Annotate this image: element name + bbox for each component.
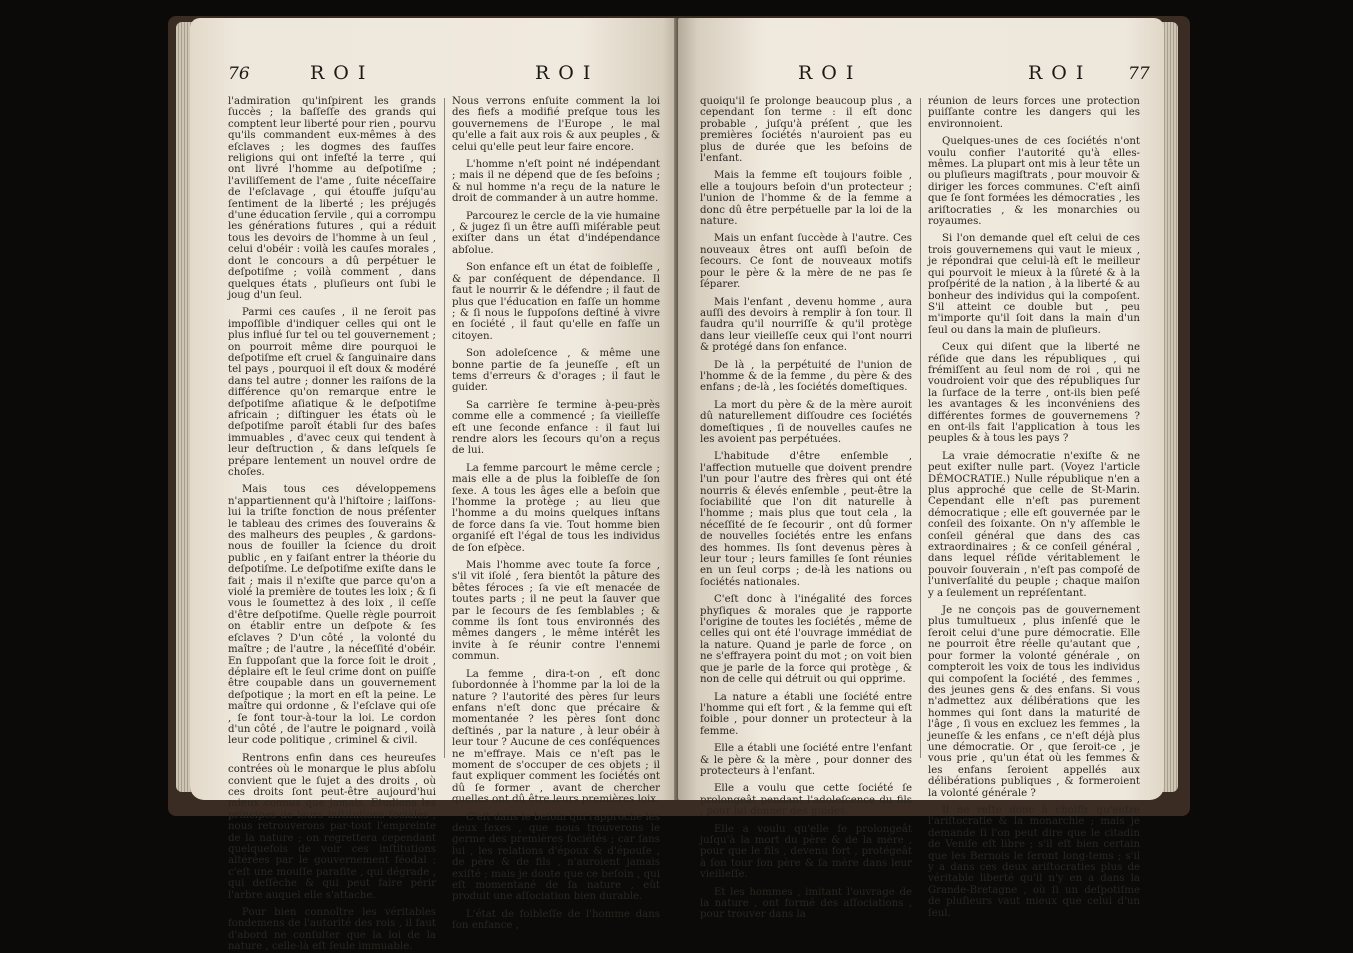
column-rule <box>444 98 445 758</box>
paragraph: L'homme n'eſt point né indépendant ; mais il ne dépend que de ſes beſoins ; & nul homme n'a reçu de la nature le droit de commander à un autre homme. <box>452 159 660 205</box>
paragraph: Quelques-unes de ces ſociétés n'ont voulu confier l'autorité qu'à elles-mêmes. La plupart ont mis à leur tête un ou pluſieurs magiſtrats , pour mouvoir & diriger les forces communes. C'eſt ainſi que ſe ſont formées les démocraties , les ariſtocraties , & les monarchies ou royaumes. <box>928 136 1140 228</box>
running-head: ROI <box>1028 62 1093 84</box>
right-page-edges <box>1162 22 1178 792</box>
paragraph: Son enfance eſt un état de foibleſſe , & par conſéquent de dépendance. Il faut le nourrir & le défendre ; il faut de plus que l'éducation en faſſe un homme ; & ſi nous le ſuppoſons deſtiné à vivre en ſociété , il faut qu'elle en faſſe un citoyen. <box>452 262 660 342</box>
left-page <box>190 18 678 953</box>
paragraph: Elle a établi une ſociété entre l'enfant & le père & la mère , pour donner des protecteurs à l'enfant. <box>700 743 912 777</box>
column-rule <box>920 98 921 758</box>
paragraph: Il ne reſte donc à choiſir qu'entre l'ariſtocratie & la monarchie ; mais je demande ſi l'on peut dire que le citadin de Veniſe eſt libre ; s'il eſt bien certain que les Bernois le ſeront long-tems ; s'il y a dans ces deux ariſtocraties plus de véritable liberté qu'il n'y en a dans la Grande-Bretagne , où ſi un deſpotiſme de pluſieurs vaut mieux que celui d'un ſeul. <box>928 804 1140 919</box>
left-page-column-1 <box>228 96 436 953</box>
right-page <box>678 18 1164 921</box>
paragraph: Mais l'homme avec toute ſa force , s'il vit iſolé , ſera bientôt la pâture des bêtes féroces ; ſa vie eſt menacée de toutes parts ; il ne peut la ſauver que par le ſecours de ſes ſemblables ; & comme ils ſont tous environnés des mêmes dangers , le même intérêt les invite à ſe réunir contre l'ennemi commun. <box>452 560 660 663</box>
paragraph: La femme parcourt le même cercle ; mais elle a de plus la foibleſſe de ſon ſexe. A tous les âges elle a beſoin que l'homme la protège ; au lieu que l'homme a du moins quelques inſtans de force dans ſa vie. Tout homme bien organiſé eſt l'égal de tous les individus de ſon eſpèce. <box>452 462 660 554</box>
paragraph: C'eſt donc à l'inégalité des forces phyſiques & morales que je rapporte l'origine de toutes les ſociétés , même de celles qui ont été l'ouvrage immédiat de la nature. Quand je parle de force , on ne s'effrayera point du mot ; on voit bien que je parle de la force qui protège , & non de celle qui détruit ou qui opprime. <box>700 594 912 686</box>
page-number: 76 <box>228 64 250 84</box>
right-page-column-1 <box>700 96 912 921</box>
paragraph: Mais tous ces développemens n'appartiennent qu'à l'hiſtoire ; laiſſons-lui la triſte fonction de nous préſenter le tableau des crimes des ſouverains & des malheurs des peuples , & gardons-nous de fouiller la ſcience du droit public , en y faiſant entrer la théorie du deſpotiſme. Le deſpotiſme exiſte dans le fait ; mais il n'exiſte que parce qu'on a violé la première de toutes les loix ; & ſi vous le ſoumettez à des loix , il ceſſe d'être deſpotiſme. Quelle règle pourroit on établir entre un deſpote & ſes eſclaves ? D'un côté , la volonté du maître ; de l'autre , la néceſſité d'obéir. En ſuppoſant que la force ſoit le droit , déplaire eſt le ſeul crime dont on puiſſe être coupable dans un gouvernement deſpotique ; la mort en eſt la peine. Le maître qui ordonne , & l'eſclave qui oſe , ſe font tour-à-tour la loi. Le cordon d'un côté , de l'autre le poignard , voilà leur code politique , criminel & civil. <box>228 484 436 747</box>
paragraph: Je ne conçois pas de gouvernement plus tumultueux , plus inſenſé que le ſeroit celui d'une pure démocratie. Elle ne pourroit être réelle qu'autant que , pour former la volonté générale , on compteroit les voix de tous les individus qui compoſent la ſociété , des femmes , des jeunes gens & des enfans. Si vous n'admettez aux délibérations que les hommes qui ſont dans la maturité de l'âge , ſi vous en excluez les femmes , la jeuneſſe & les enfans , ce n'eſt déjà plus une démocratie. Or , que ſeroit-ce , je vous prie , qu'un état où les femmes & les enfans ſeroient appellés aux délibérations publiques , & formeroient la volonté générale ? <box>928 605 1140 799</box>
paragraph: Pour bien connoître les véritables fondemens de l'autorité des rois , il faut d'abord ne conſulter que la loi de la nature , celle-là eſt ſeule immuable. <box>228 907 436 953</box>
paragraph: La vraie démocratie n'exiſte & ne peut exiſter nulle part. (Voyez l'article DÉMOCRATIE.) Nulle république n'en a plus approché que celle de St-Marin. Cependant elle n'eſt pas purement démocratique ; elle eſt gouvernée par le conſeil des ſoixante. On n'y aſſemble le conſeil général que dans des cas extraordinaires ; & ce conſeil général , dans lequel réſide véritablement le pouvoir ſouverain , n'eſt pas compoſé de l'univerſalité du peuple ; chaque maiſon y a ſeulement un repréſentant. <box>928 450 1140 599</box>
paragraph: La mort du père & de la mère auroit dû naturellement diſſoudre ces ſociétés domeſtiques , ſi de nouvelles cauſes ne les avoient pas perpétuées. <box>700 399 912 445</box>
paragraph: Mais la femme eſt toujours foible , elle a toujours beſoin d'un protecteur ; l'union de l'homme & de la femme a donc dû être perpétuelle par la loi de la nature. <box>700 170 912 228</box>
running-head: ROI <box>535 62 600 84</box>
paragraph: réunion de leurs forces une protection puiſſante contre les dangers qui les environnoient. <box>928 96 1140 130</box>
paragraph: L'habitude d'être enſemble , l'affection mutuelle que doivent prendre l'un pour l'autre des frères qui ont été nourris & élevés enſemble , peut-être la ſociabilité que l'on dit naturelle à l'homme ; mais plus que tout cela , la néceſſité de ſe ſecourir , ont dû former de nouvelles ſociétés entre les enfans des hommes. Ils ſont devenus pères à leur tour ; leurs familles ſe ſont réunies en un ſeul corps ; de-là les nations ou ſociétés nationales. <box>700 451 912 588</box>
paragraph: C'eſt dans le beſoin qui rapproche les deux ſexes , que nous trouverons le germe des premières ſociétés ; car ſans lui , les relations d'époux & d'épouſe , de père & de fils , n'auroient jamais exiſté ; mais je doute que ce beſoin , qui eſt momentané de ſa nature , eût produit une aſſociation bien durable. <box>452 811 661 903</box>
paragraph: Si l'on demande quel eſt celui de ces trois gouvernemens qui vaut le mieux , je répondrai que celui-là eſt le meilleur qui pourvoit le mieux à la ſûreté & à la proſpérité de la nation , à la liberté & au bonheur des individus qui la compoſent. S'il atteint ce double but , peu m'importe qu'il ſoit dans la main d'un ſeul ou dans la main de pluſieurs. <box>928 233 1140 336</box>
paragraph: De là , la perpétuité de l'union de l'homme & de la femme , du père & des enfans ; de-là , les ſociétés domeſtiques. <box>700 359 912 394</box>
paragraph: Son adoleſcence , & même une bonne partie de ſa jeuneſſe , eſt un tems d'erreurs & d'orages ; il faut le guider. <box>452 348 660 394</box>
paragraph: Parcourez le cercle de la vie humaine , & jugez ſi un être auſſi miſérable peut exiſter dans un état d'indépendance abſolue. <box>452 210 660 256</box>
paragraph: L'état de foibleſſe de l'homme dans ſon enfance , <box>452 908 660 932</box>
paragraph: l'admiration qu'inſpirent les grands ſuccès ; la baſſeſſe des grands qui comptent leur liberté pour rien , pourvu qu'ils commandent eux-mêmes à des eſclaves ; les dogmes des fauſſes religions qui ont infeſté la terre , qui ont livré l'homme au deſpotiſme ; l'aviliſſement de l'ame , ſuite néceſſaire de l'eſclavage , qui étouffe juſqu'au ſentiment de la liberté ; les préjugés d'une éducation ſervile , qui a corrompu les générations futures , qui a réduit tous les devoirs de l'homme à un ſeul , celui d'obéir : voilà les cauſes morales , dont le concours a dû perpétuer le deſpotiſme ; voilà comment , dans quelques états , pluſieurs ont ſubi le joug d'un ſeul. <box>228 96 436 301</box>
paragraph: Elle a voulu que cette ſociété ſe prolongeât pendant l'adoleſcence du fils , pour lui donner des guides. <box>700 783 912 818</box>
left-page-header <box>190 58 678 94</box>
paragraph: Mais un enfant ſuccède à l'autre. Ces nouveaux êtres ont auſſi beſoin de ſecours. Ce ſont de nouveaux motifs pour le père & la mère de ne pas ſe ſéparer. <box>700 233 912 291</box>
right-page-column-2 <box>928 96 1140 919</box>
running-head: ROI <box>798 62 863 84</box>
right-page-header <box>678 58 1164 94</box>
paragraph: Sa carrière ſe termine à-peu-près comme elle a commencé ; ſa vieilleſſe eſt une ſeconde enfance : il faut lui rendre alors les ſecours qu'on a reçus de lui. <box>452 399 660 457</box>
left-page-column-2 <box>452 96 661 932</box>
paragraph: Nous verrons enſuite comment la loi des fiefs a modifié preſque tous les gouvernemens de l'Europe , le mal qu'elle a fait aux rois & aux peuples , & celui qu'elle peut leur faire encore. <box>452 96 660 153</box>
page-number: 77 <box>1128 64 1150 84</box>
paragraph: Elle a voulu qu'elle ſe prolongeât juſqu'à la mort du père & de la mère , pour que le fils , devenu fort , protégeât à ſon tour ſon père & ſa mère dans leur vieilleſſe. <box>700 823 912 881</box>
paragraph: Rentrons enfin dans ces heureuſes contrées où le monarque le plus abſolu convient que le ſujet a des droits , où ces droits ſont peut-être aujourd'hui mieux connus que jamais. Etudions les principes de leurs inſtitutions ſociales , nous retrouverons par-tout l'empreinte de la nature ; on regrettera cependant quelquefois de voir ces inſtitutions altérées par le gouvernement féodal ; c'eſt une mouſſe paraſite , qui dégrade , qui deſſèche & qui peut faire périr l'arbre auquel elle s'attache. <box>228 752 436 901</box>
paragraph: Mais l'enfant , devenu homme , aura auſſi des devoirs à remplir à ſon tour. Il faudra qu'il nourriſſe & qu'il protège dans leur vieilleſſe ceux qui l'ont nourri & protégé dans ſon enfance. <box>700 296 912 354</box>
paragraph: Ceux qui diſent que la liberté ne réſide que dans les républiques , qui frémiſſent au ſeul nom de roi , qui ne voudroient voir que des républiques ſur la ſurface de la terre , ont-ils bien peſé les avantages & les inconvéniens des différentes formes de gouvernemens ? en ont-ils fait l'application à tous les peuples & à tous les pays ? <box>928 342 1140 445</box>
paragraph: quoiqu'il ſe prolonge beaucoup plus , a cependant ſon terme : il eſt donc probable , juſqu'à préſent , que les premières ſociétés n'auroient pas eu plus de durée que les beſoins de l'enfant. <box>700 96 912 165</box>
paragraph: Parmi ces cauſes , il ne ſeroit pas impoſſible d'indiquer celles qui ont le plus influé ſur tel ou tel gouvernement ; on pourroit même dire pourquoi le deſpotiſme eſt cruel & ſanguinaire dans tel pays , pourquoi il eſt doux & modéré dans tel autre ; donner les raiſons de la différence qu'on remarque entre le deſpotiſme aſiatique & le deſpotiſme africain ; diſtinguer les états où le deſpotiſme paroît établi ſur des baſes immuables , d'avec ceux qui tendent à leur deſtruction , & dans leſquels ſe prépare lentement un nouvel ordre de choſes. <box>228 307 436 478</box>
paragraph: Et les hommes , imitant l'ouvrage de la nature , ont formé des aſſociations , pour trouver dans la <box>700 886 912 921</box>
running-head: ROI <box>310 62 375 84</box>
paragraph: La nature a établi une ſociété entre l'homme qui eſt fort , & la femme qui eſt foible , pour donner un protecteur à la femme. <box>700 691 912 737</box>
paragraph: La femme , dira-t-on , eſt donc ſubordonnée à l'homme par la loi de la nature ? l'autorité des pères ſur leurs enfans n'eſt donc que précaire & momentanée ? les pères ſont donc deſtinés , par la nature , à leur obéir à leur tour ? Aucune de ces conſéquences ne m'effraye. Mais ce n'eſt pas le moment de s'occuper de ces objets ; il faut expliquer comment les ſociétés ont dû ſe former , avant de chercher quelles ont dû être leurs premières loix. <box>452 668 660 806</box>
